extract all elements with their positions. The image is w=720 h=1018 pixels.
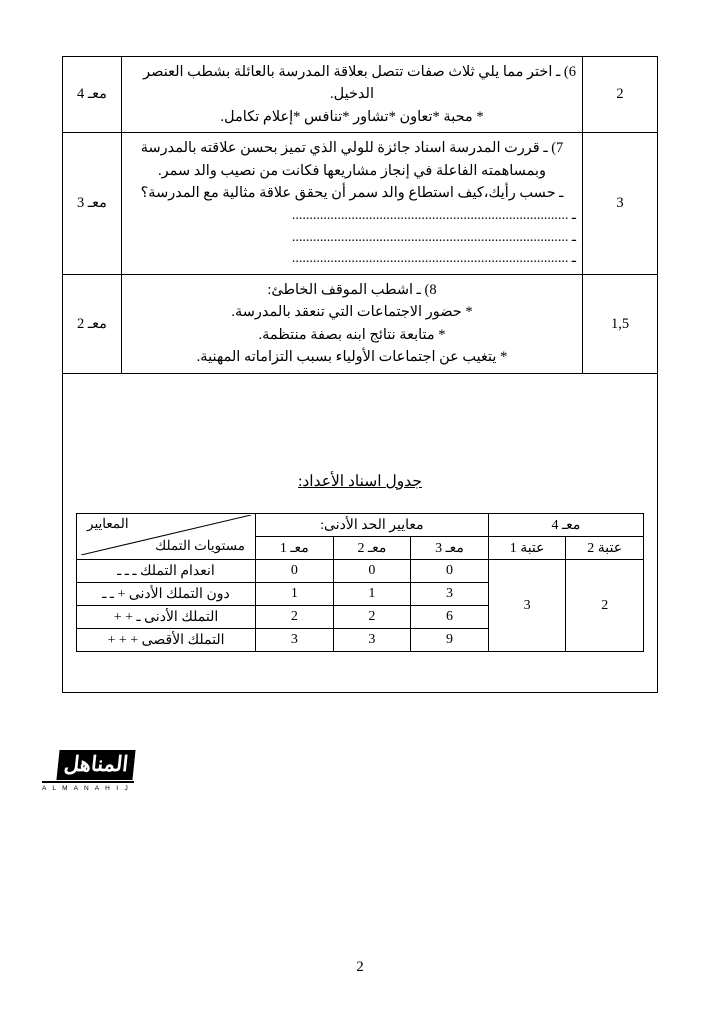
question-text-line: * حضور الاجتماعات التي تنعقد بالمدرسة. xyxy=(231,304,473,321)
header-levels-label: مستويات التملك xyxy=(155,538,245,553)
cell-crit1: 1 xyxy=(256,583,334,606)
logo-subtitle: A L M A N A H I J xyxy=(42,785,130,792)
question-criterion: معـ 2 xyxy=(63,274,122,373)
question-body xyxy=(122,57,583,133)
question-text-line: 6) ـ اختر مما يلي ثلاث صفات تتصل بعلاقة المدرسة بالعائلة بشطب العنصر xyxy=(143,64,576,80)
question-body xyxy=(122,133,583,274)
question-choices: * محبة *تعاون *تشاور *تنافس *إعلام تكامل. xyxy=(220,108,484,125)
question-score: 3 xyxy=(583,133,658,274)
cell-crit1: 0 xyxy=(256,560,334,583)
header-crit2: معـ 2 xyxy=(333,537,411,560)
cell-crit2: 2 xyxy=(333,606,411,629)
grading-table-full xyxy=(76,513,644,652)
grading-table-overlay xyxy=(76,513,644,652)
table-row xyxy=(63,57,658,133)
page-number: 2 xyxy=(356,959,364,975)
question-criterion: معـ 3 xyxy=(63,133,122,274)
seuil2-value: 2 xyxy=(566,560,644,652)
answer-dotted-line[interactable]: ـ ............................................................................... xyxy=(291,207,576,223)
cell-crit3: 9 xyxy=(411,629,489,652)
question-criterion: معـ 4 xyxy=(63,57,122,133)
question-score: 2 xyxy=(583,57,658,133)
answer-dotted-line[interactable]: ـ ............................................................................... xyxy=(291,229,576,245)
header-criteria-corner xyxy=(77,514,256,560)
question-text-line: 8) ـ اشطب الموقف الخاطئ: xyxy=(267,281,437,298)
table-row xyxy=(63,274,658,373)
row-label: التملك الأقصى + + + xyxy=(77,629,256,652)
logo-underline xyxy=(42,781,134,783)
question-text-line: ـ حسب رأيك،كيف استطاع والد سمر أن يحقق علاقة مثالية مع المدرسة؟ xyxy=(140,185,564,202)
logo-wordmark: المناهل xyxy=(56,750,135,780)
cell-crit2: 1 xyxy=(333,583,411,606)
header-crit3: معـ 3 xyxy=(411,537,489,560)
header-seuil1: عتبة 1 xyxy=(488,537,566,560)
grading-span-header-row xyxy=(77,514,644,537)
question-score: 1,5 xyxy=(583,274,658,373)
table-row xyxy=(77,560,644,583)
cell-crit2: 3 xyxy=(333,629,411,652)
cell-crit3: 6 xyxy=(411,606,489,629)
seuil1-value: 3 xyxy=(488,560,566,652)
row-label: التملك الأدنى ـ + + xyxy=(77,606,256,629)
cell-crit1: 2 xyxy=(256,606,334,629)
question-body xyxy=(122,274,583,373)
header-seuil2: عتبة 2 xyxy=(566,537,644,560)
row-label: دون التملك الأدنى + ـ ـ xyxy=(77,583,256,606)
header-criteria-label: المعايير xyxy=(87,516,129,531)
question-text-line: وبمساهمته الفاعلة في إنجاز مشاريعها فكانت من نصيب والد سمر. xyxy=(158,162,546,179)
answer-dotted-line[interactable]: ـ ............................................................................... xyxy=(291,251,576,267)
cell-crit2: 0 xyxy=(333,560,411,583)
question-text-line: * متابعة نتائج ابنه بصفة منتظمة. xyxy=(258,326,446,343)
cell-crit3: 0 xyxy=(411,560,489,583)
table-row xyxy=(63,133,658,274)
question-text-line: * يتغيب عن اجتماعات الأولياء بسبب التزاماته المهنية. xyxy=(196,349,508,366)
grading-table-title: جدول اسناد الأعداد: xyxy=(298,473,422,490)
header-crit1: معـ 1 xyxy=(256,537,334,560)
row-label: انعدام التملك ـ ـ ـ xyxy=(77,560,256,583)
question-text-line: 7) ـ قررت المدرسة اسناد جائزة للولي الذي تميز بحسن علاقته بالمدرسة xyxy=(140,140,564,157)
almanahij-logo xyxy=(38,750,134,796)
header-min-criteria-group: معايير الحد الأدنى: xyxy=(256,514,489,537)
cell-crit1: 3 xyxy=(256,629,334,652)
question-text-line: الدخيل. xyxy=(329,86,374,103)
header-crit4-group: معـ 4 xyxy=(488,514,643,537)
exam-questions-table xyxy=(62,56,658,374)
cell-crit3: 3 xyxy=(411,583,489,606)
